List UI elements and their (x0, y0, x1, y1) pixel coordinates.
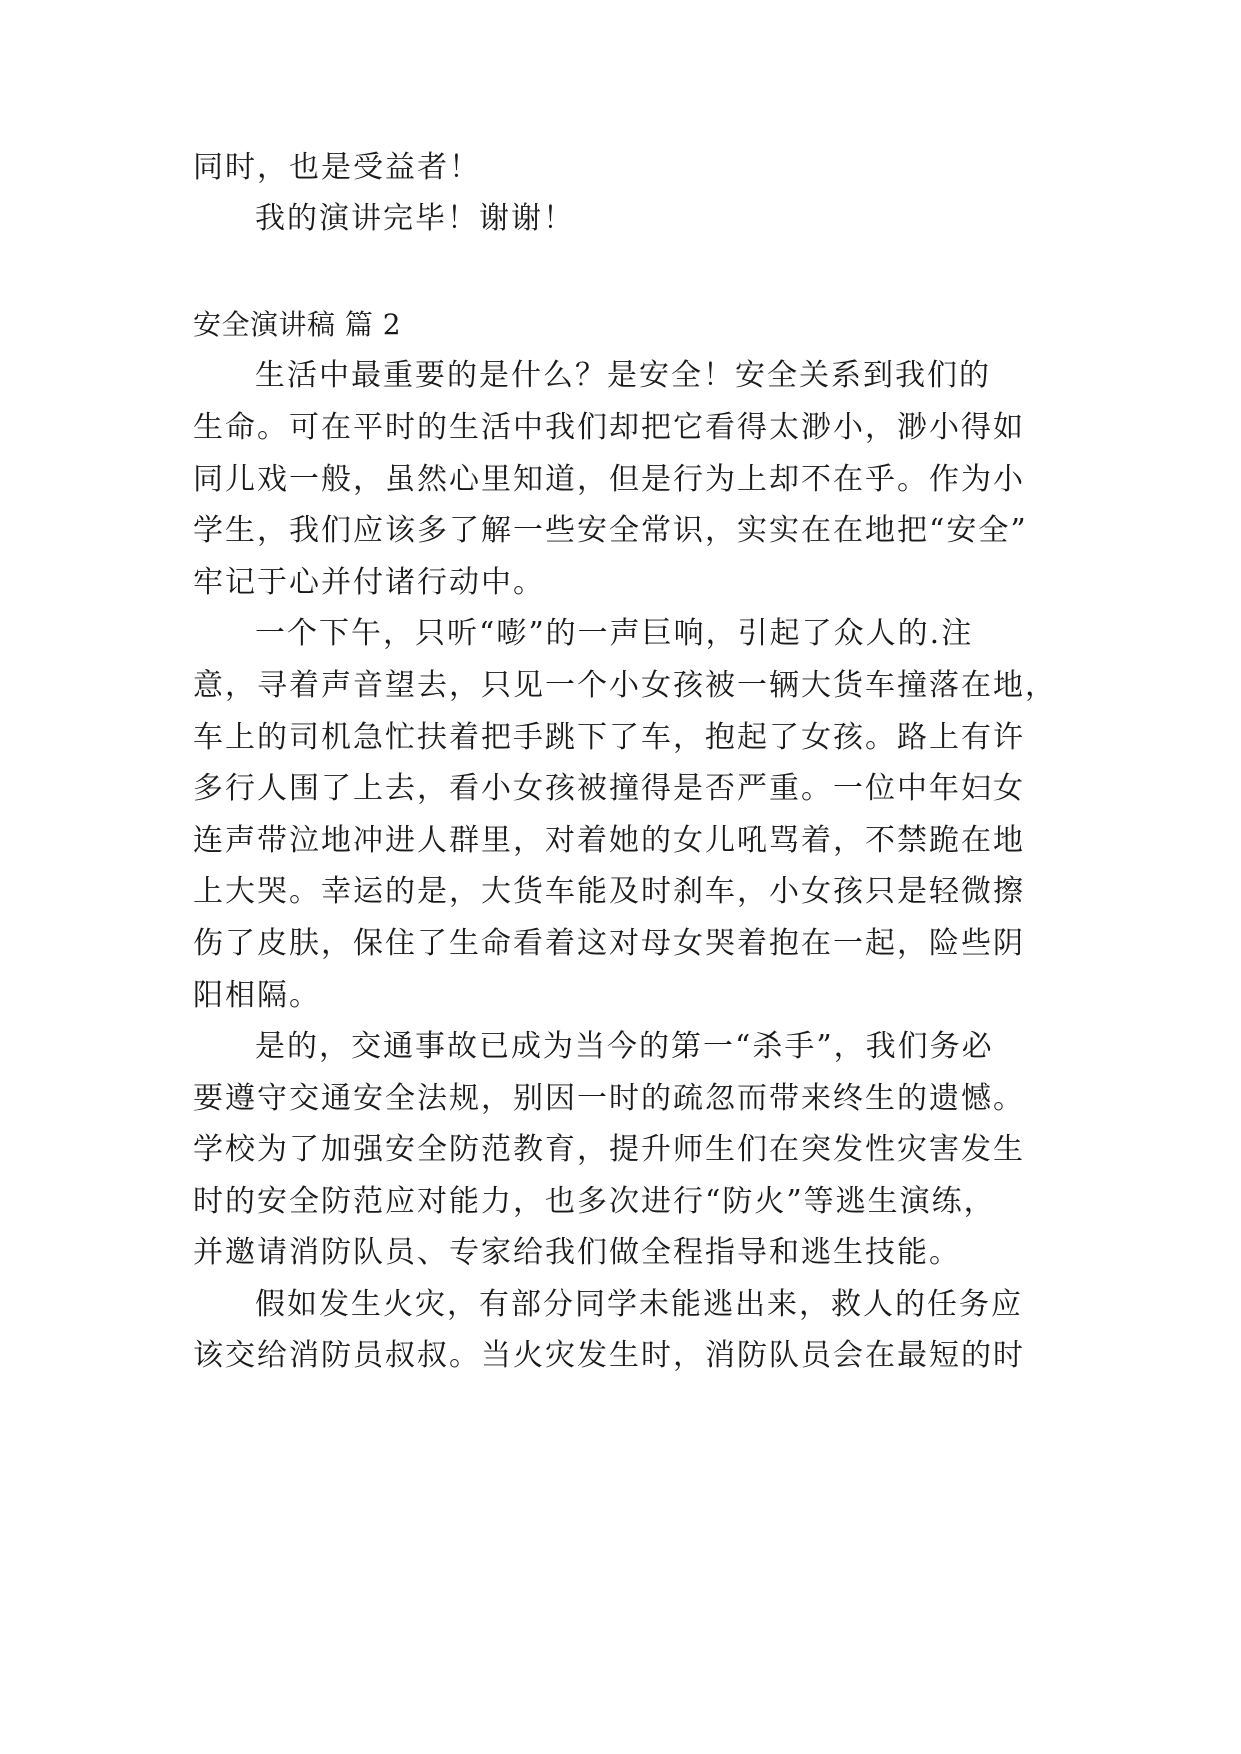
text-line: 同儿戏一般，虽然心里知道，但是行为上却不在乎。作为小 (193, 462, 1025, 497)
text-line: 生命。可在平时的生活中我们却把它看得太渺小，渺小得如 (193, 410, 1025, 445)
text-line: 该交给消防员叔叔。当火灾发生时，消防队员会在最短的时 (193, 1338, 1025, 1373)
text-line: 车上的司机急忙扶着把手跳下了车，抱起了女孩。路上有许 (193, 720, 1025, 755)
text-line: 一个下午，只听“嘭”的一声巨响，引起了众人的.注 (255, 616, 974, 651)
text-line: 假如发生火灾，有部分同学未能逃出来，救人的任务应 (255, 1287, 1023, 1322)
text-line: 学生，我们应该多了解一些安全常识，实实在在地把“安全” (193, 513, 1028, 548)
text-line: 生活中最重要的是什么？是安全！安全关系到我们的 (255, 358, 991, 393)
text-line: 是的，交通事故已成为当今的第一“杀手”，我们务必 (255, 1029, 994, 1064)
section-title: 安全演讲稿 篇 2 (193, 308, 402, 341)
text-line: 阳相隔。 (193, 978, 321, 1013)
text-line: 意，寻着声音望去，只见一个小女孩被一辆大货车撞落在地， (193, 668, 1057, 703)
text-line: 时的安全防范应对能力，也多次进行“防火”等逃生演练， (193, 1184, 996, 1219)
text-line: 连声带泣地冲进人群里，对着她的女儿吼骂着，不禁跪在地 (193, 823, 1025, 858)
text-line: 同时，也是受益者！ (193, 150, 481, 185)
text-line: 上大哭。幸运的是，大货车能及时刹车，小女孩只是轻微擦 (193, 874, 1025, 909)
text-line: 牢记于心并付诸行动中。 (193, 565, 545, 600)
text-line: 要遵守交通安全法规，别因一时的疏忽而带来终生的遗憾。 (193, 1081, 1025, 1116)
text-line: 多行人围了上去，看小女孩被撞得是否严重。一位中年妇女 (193, 771, 1025, 806)
text-line: 学校为了加强安全防范教育，提升师生们在突发性灾害发生 (193, 1132, 1025, 1167)
text-line: 并邀请消防队员、专家给我们做全程指导和逃生技能。 (193, 1235, 961, 1270)
text-line: 我的演讲完毕！谢谢！ (255, 201, 575, 236)
text-line: 伤了皮肤，保住了生命看着这对母女哭着抱在一起，险些阴 (193, 926, 1025, 961)
